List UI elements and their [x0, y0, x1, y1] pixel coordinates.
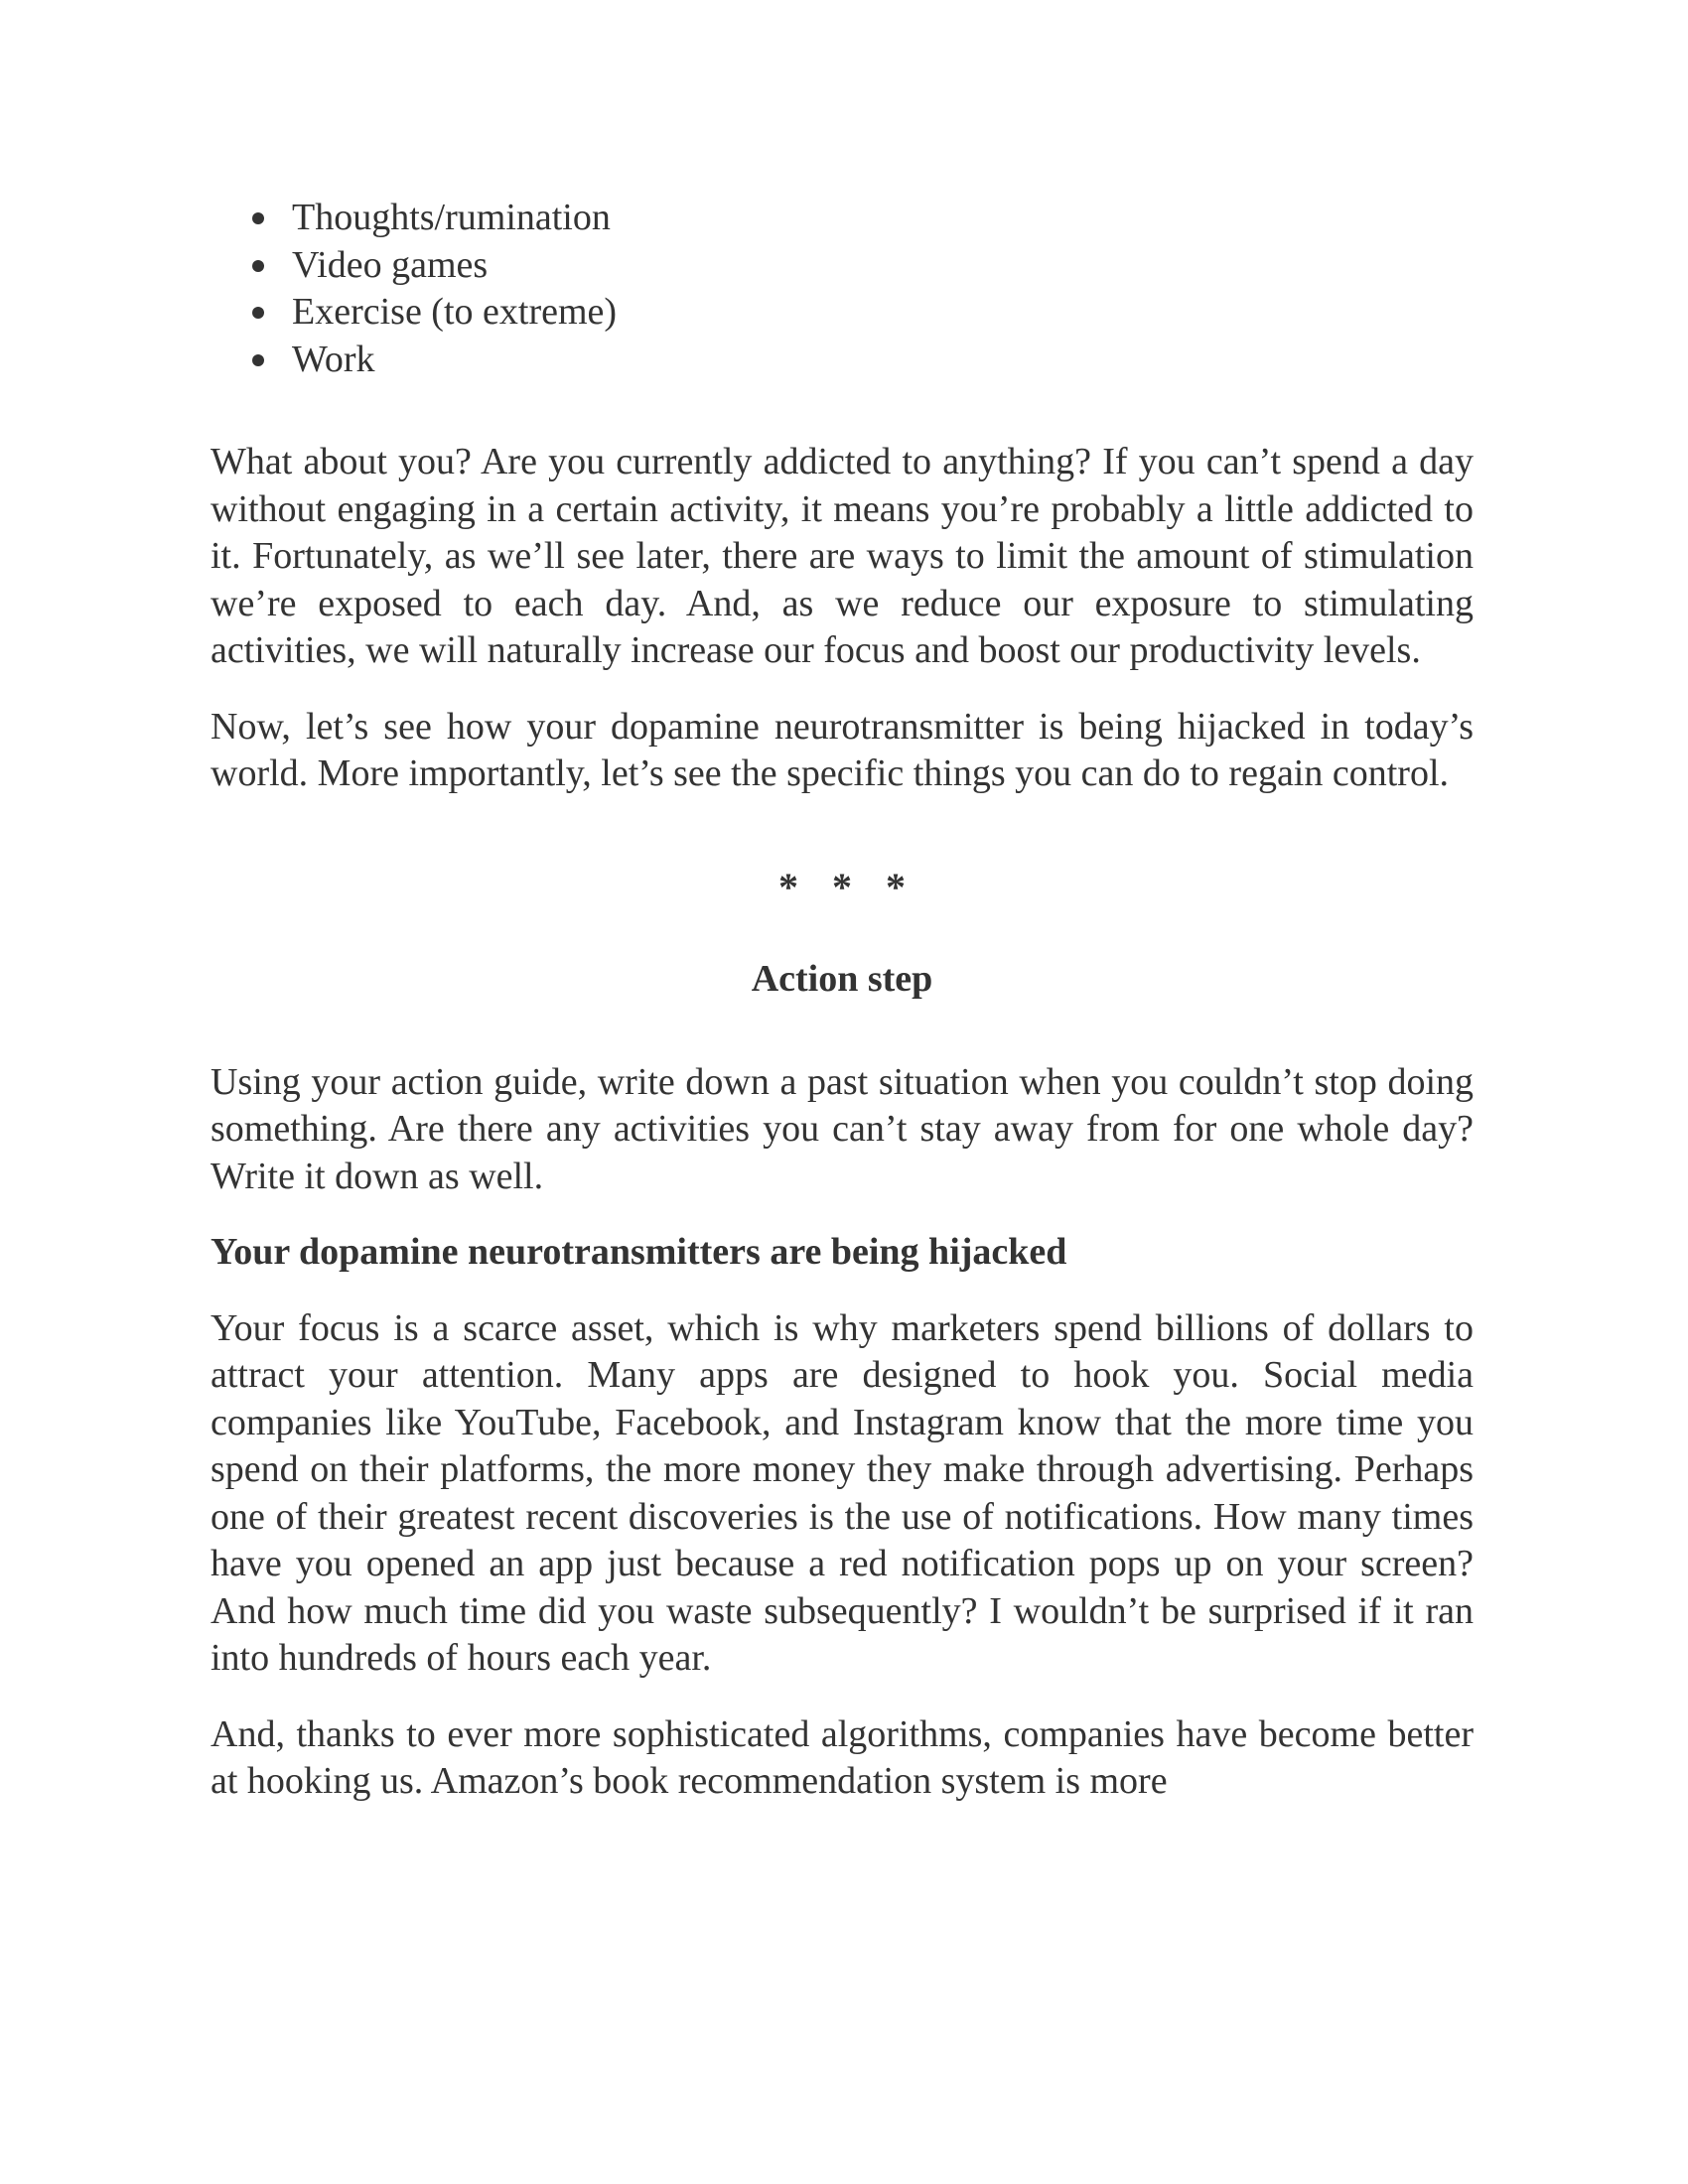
bullet-dot-icon	[252, 307, 264, 319]
list-item	[292, 337, 1474, 384]
section-separator: * * *	[778, 864, 917, 909]
list-item	[292, 195, 1474, 242]
list-item-text: Work	[292, 338, 375, 380]
paragraph-action-step: Using your action guide, write down a past situation when you couldn’t stop doing something. Are there any activities you can’t stay away from for one whole day? Write it down as well.	[211, 1060, 1474, 1197]
paragraph-algorithms: And, thanks to ever more sophisticated algorithms, companies have become better at hooking us. Amazon’s book recommendation system is more	[211, 1712, 1474, 1802]
bullet-dot-icon	[252, 260, 264, 272]
list-item	[292, 289, 1474, 337]
paragraph-addiction-question: What about you? Are you currently addicted to anything? If you can’t spend a day without engaging in a certain activity, it means you’re probably a little addicted to it. Fortunately, as we’ll see later, there are ways to limit the amount of stimulation we’re exposed to each day. And, as we reduce our exposure to stimulating activities, we will naturally increase our focus and boost our productivity levels.	[211, 441, 1474, 671]
bullet-dot-icon	[252, 354, 264, 366]
paragraph-focus-asset: Your focus is a scarce asset, which is why marketers spend billions of dollars to attract your attention. Many apps are designed to hook you. Social media companies like YouTube, Facebook, and Instagram know that the more time you spend on their platforms, the more money they make through advertising. Perhaps one of their greatest recent discoveries is the use of notifications. How many times have you opened an app just because a red notification pops up on your screen? And how much time did you waste subsequently? I wouldn’t be surprised if it ran into hundreds of hours each year.	[211, 1306, 1474, 1679]
document-page	[211, 195, 1474, 1835]
paragraph-dopamine-intro: Now, let’s see how your dopamine neurotransmitter is being hijacked in today’s world. More importantly, let’s see the specific things you can do to regain control.	[211, 705, 1474, 794]
list-item	[292, 242, 1474, 290]
list-item-text: Video games	[292, 243, 489, 286]
action-step-heading: Action step	[751, 958, 933, 1000]
bullet-dot-icon	[252, 212, 264, 224]
list-item-text: Thoughts/rumination	[292, 197, 611, 238]
section-heading: Your dopamine neurotransmitters are being hijacked	[211, 1231, 1067, 1273]
list-item-text: Exercise (to extreme)	[292, 291, 618, 333]
addiction-list	[211, 195, 1474, 383]
